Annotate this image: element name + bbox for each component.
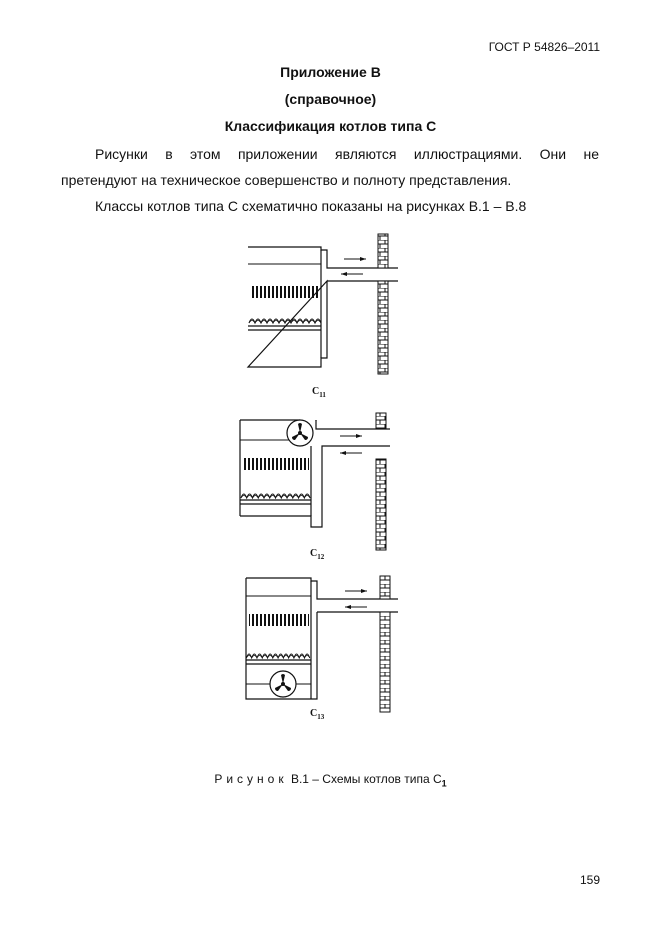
page-number: 159 [579,873,600,887]
c11-burner-flames [249,319,321,323]
c12-fan-icon [287,420,313,446]
diagram-label-c12-sub: 12 [317,553,325,561]
figure-caption-subscript: 1 [441,778,447,789]
diagram-label-c13-sub: 13 [317,713,325,721]
c12-boiler-body [240,420,390,527]
document-code: ГОСТ Р 54826–2011 [488,40,600,54]
diagram-label-c13-main: C [310,708,318,719]
c11-wall-top [378,234,388,268]
diagram-c11 [248,234,398,374]
paragraph-1-line-2: претендуют на техническое совершенство и полноту представления. [61,172,512,188]
appendix-subtitle: (справочное) [284,91,377,107]
c13-wall-top [380,576,390,599]
c13-heat-exchanger [249,614,309,626]
c12-heat-exchanger [243,458,309,470]
c11-heat-exchanger [251,286,319,298]
paragraph-2: Классы котлов типа С схематично показаны на рисунках В.1 – В.8 [95,198,527,214]
c12-wall-bottom [376,459,386,550]
figure-caption-text: В.1 – Схемы котлов типа С [287,772,442,786]
diagram-c12 [240,413,390,550]
diagram-c13 [246,576,398,712]
c11-wall-bottom [378,281,388,374]
c12-wall-top [376,413,386,429]
figure-caption-word: Рисунок [214,772,288,786]
appendix-title: Приложение В [280,64,381,80]
diagram-label-c11 [312,386,326,399]
diagram-label-c12 [310,548,324,561]
diagram-label-c11-sub: 11 [319,391,326,399]
c13-burner-flames [246,654,309,658]
paragraph-1-line-1-text: Рисунки в этом приложении являются иллюстрациями. Они не [95,146,599,162]
diagram-label-c13 [310,708,324,721]
figure-caption [0,772,661,788]
c11-boiler-body [248,247,398,367]
diagram-label-c11-main: C [312,386,320,397]
appendix-heading: Классификация котлов типа С [224,118,437,134]
c13-fan-icon [270,671,296,697]
c13-wall-bottom [380,612,390,712]
c12-burner-flames [241,494,310,498]
diagram-label-c12-main: C [310,548,318,559]
